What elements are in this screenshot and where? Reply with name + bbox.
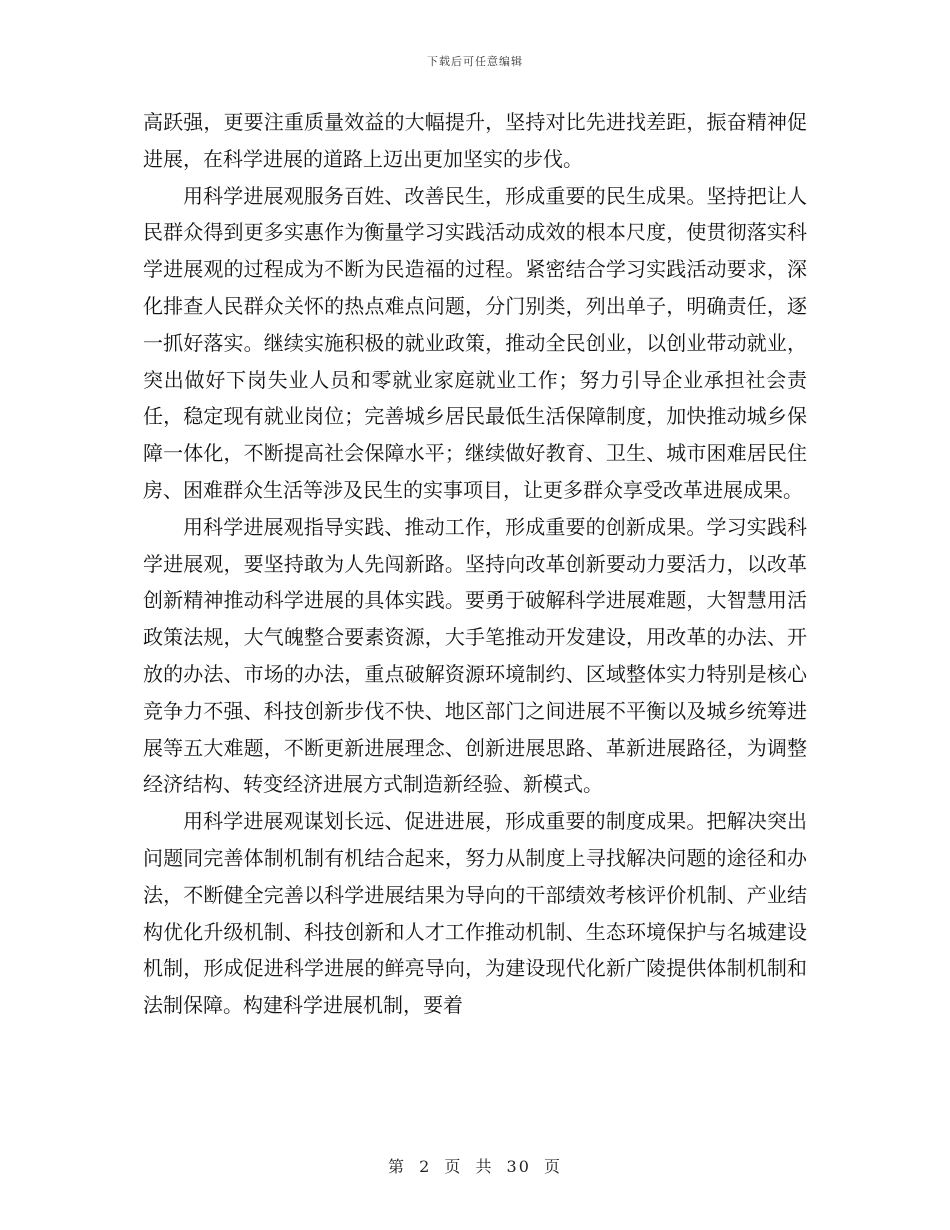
paragraph-livelihood: 用科学进展观服务百姓、改善民生，形成重要的民生成果。坚持把让人民群众得到更多实惠作为衡量学习实践活动成效的根本尺度，使贯彻落实科学进展观的过程成为不断为民造福的过程。紧密结合学习实践活动要求，深化排查人民群众关怀的热点难点问题，分门别类，列出单子，明确责任，逐一抓好落实。继续实施积极的就业政策，推动全民创业，以创业带动就业，突出做好下岗失业人员和零就业家庭就业工作；努力引导企业承担社会责任，稳定现有就业岗位；完善城乡居民最低生活保障制度，加快推动城乡保障一体化，不断提高社会保障水平；继续做好教育、卫生、城市困难居民住房、困难群众生活等涉及民生的实事项目，让更多群众享受改革进展成果。: [143, 183, 807, 502]
paragraph-continuation: 高跃强，更要注重质量效益的大幅提升，坚持对比先进找差距，振奋精神促进展，在科学进展的道路上迈出更加坚实的步伐。: [143, 110, 807, 171]
page-header-note: 下载后可任意编辑: [427, 55, 523, 68]
paragraph-innovation: 用科学进展观指导实践、推动工作，形成重要的创新成果。学习实践科学进展观，要坚持敢为人先闯新路。坚持向改革创新要动力要活力，以改革创新精神推动科学进展的具体实践。要勇于破解科学进展难题，大智慧用活政策法规，大气魄整合要素资源，大手笔推动开发建设，用改革的办法、开放的办法、市场的办法，重点破解资源环境制约、区域整体实力特别是核心竞争力不强、科技创新步伐不快、地区部门之间进展不平衡以及城乡统筹进展等五大难题，不断更新进展理念、创新进展思路、革新进展路径，为调整经济结构、转变经济进展方式制造新经验、新模式。: [143, 514, 807, 797]
paragraph-institutional: 用科学进展观谋划长远、促进进展，形成重要的制度成果。把解决突出问题同完善体制机制有机结合起来，努力从制度上寻找解决问题的途径和办法，不断健全完善以科学进展结果为导向的干部绩效考核评价机制、产业结构优化升级机制、科技创新和人才工作推动机制、生态环境保护与名城建设机制，形成促进科学进展的鲜亮导向，为建设现代化新广陵提供体制机制和法制保障。构建科学进展机制，要着: [143, 809, 807, 1018]
page-number-footer: 第 2 页 共 30 页: [388, 1157, 562, 1176]
document-body: [143, 104, 807, 1024]
